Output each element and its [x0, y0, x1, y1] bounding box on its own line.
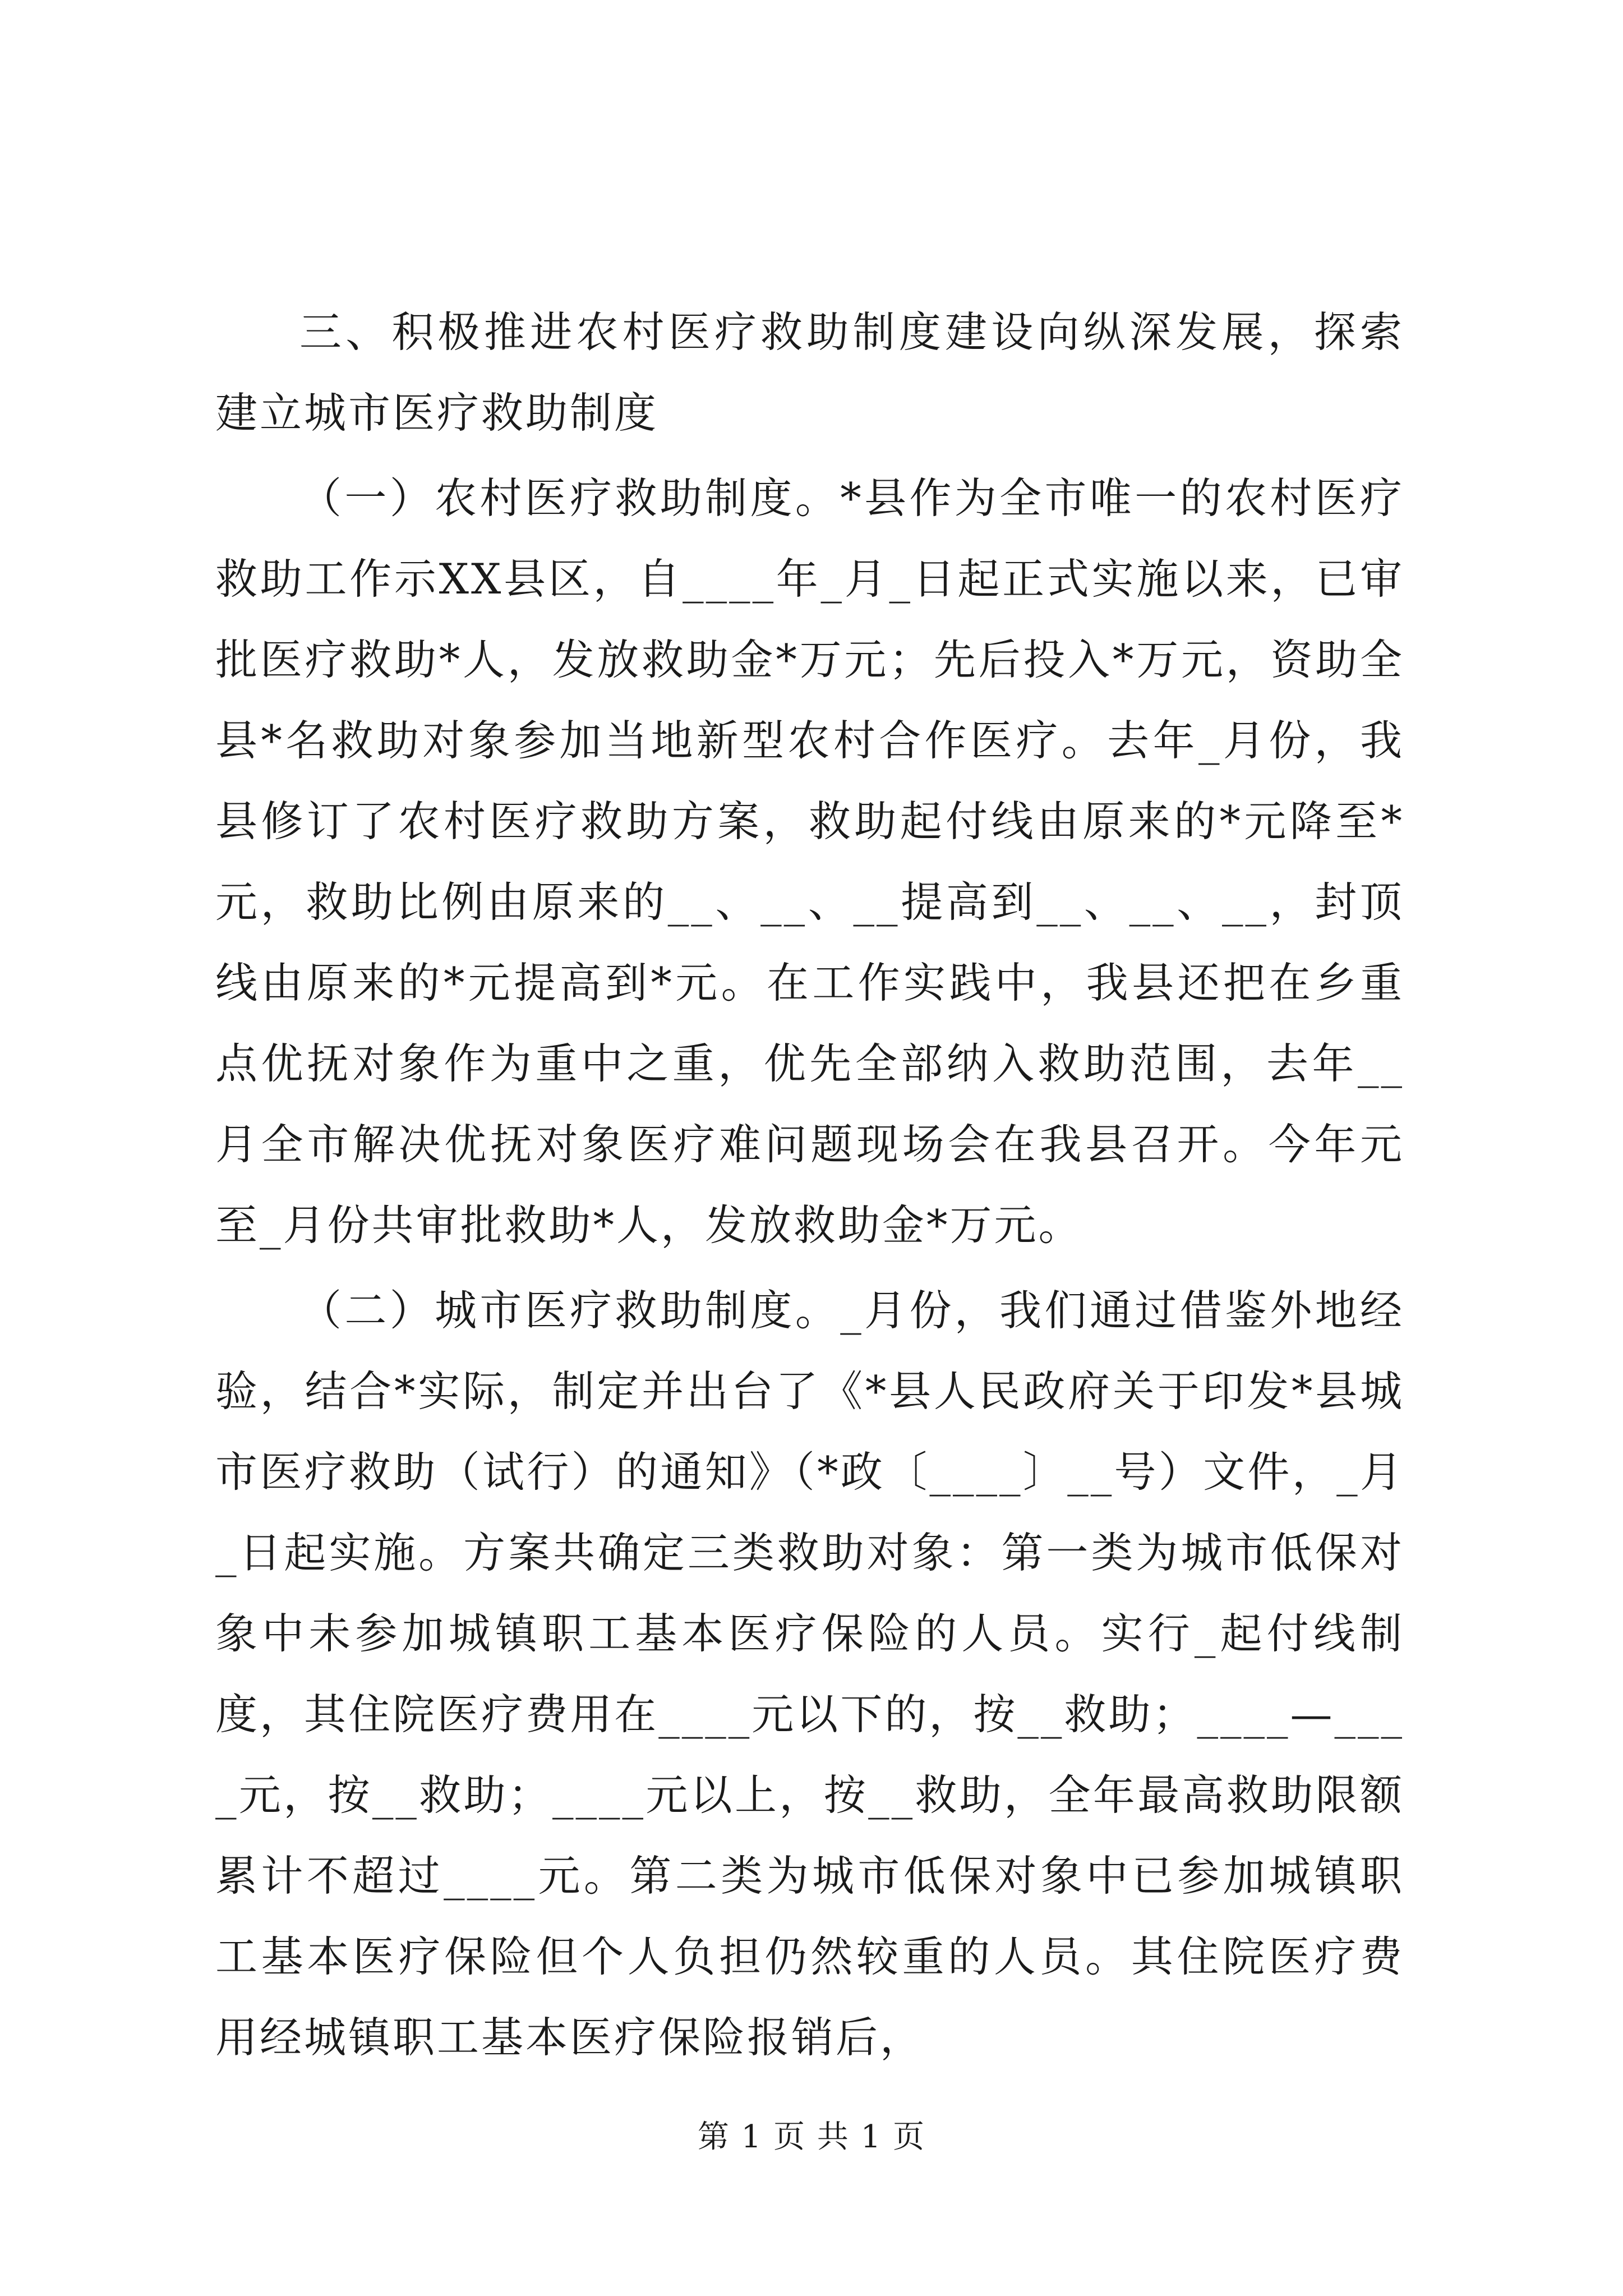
paragraph-urban-medical-aid: （二）城市医疗救助制度。_月份，我们通过借鉴外地经验，结合*实际，制定并出台了《*县人民政府关于印发*县城市医疗救助（试行）的通知》（*政〔____〕__号）文件，_月_日起实施。方案共确定三类救助对象：第一类为城市低保对象中未参加城镇职工基本医疗保险的人员。实行_起付线制度，其住院医疗费用在____元以下的，按__救助；____—____元，按__救助；____元以上，按__救助，全年最高救助限额累计不超过____元。第二类为城市低保对象中已参加城镇职工基本医疗保险但个人负担仍然较重的人员。其住院医疗费用经城镇职工基本医疗保险报销后，	[215, 1286, 1404, 2062]
page-footer: 第 1 页 共 1 页	[697, 2119, 926, 2155]
section-heading: 三、积极推进农村医疗救助制度建设向纵深发展，探索建立城市医疗救助制度	[215, 307, 1404, 438]
document-body	[215, 292, 1404, 2082]
paragraph-rural-medical-aid: （一）农村医疗救助制度。*县作为全市唯一的农村医疗救助工作示XX县区，自____年_月_日起正式实施以来，已审批医疗救助*人，发放救助金*万元；先后投入*万元，资助全县*名救助对象参加当地新型农村合作医疗。去年_月份，我县修订了农村医疗救助方案，救助起付线由原来的*元降至*元，救助比例由原来的__、__、__提高到__、__、__，封顶线由原来的*元提高到*元。在工作实践中，我县还把在乡重点优抚对象作为重中之重，优先全部纳入救助范围，去年__月全市解决优抚对象医疗难问题现场会在我县召开。今年元至_月份共审批救助*人，发放救助金*万元。	[215, 473, 1404, 1250]
